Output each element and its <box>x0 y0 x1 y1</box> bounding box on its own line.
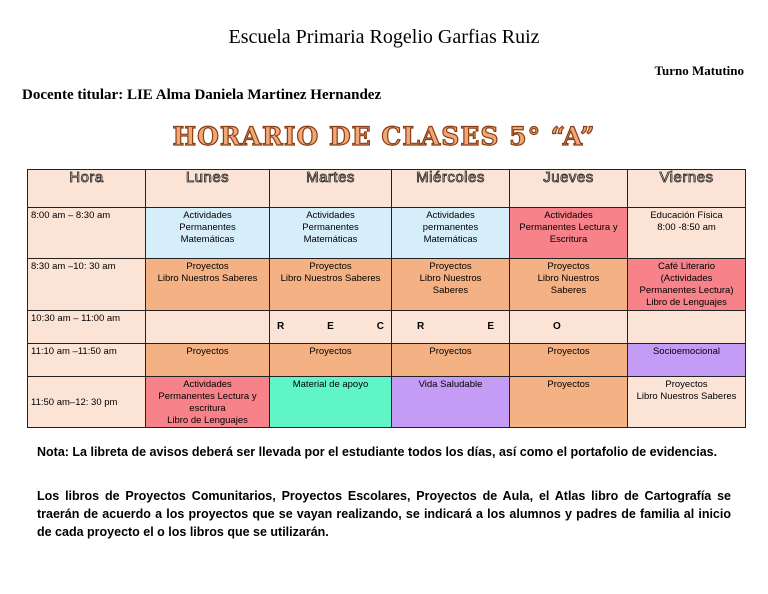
books-paragraph: Los libros de Proyectos Comunitarios, Proyectos Escolares, Proyectos de Aula, el Atlas libro de Cartografía se traerán de acuerdo a los proyectos que se vayan realizando, se indicará a los alumnos y padres de familia al inicio de cada proyecto el o los libros que se utilizarán. <box>37 489 731 539</box>
recess-letter: R <box>277 321 285 332</box>
class-cell: Actividades Permanentes Matemáticas <box>270 208 392 259</box>
recess-letter: E <box>487 321 494 332</box>
table-row <box>28 377 746 428</box>
header-cell-hora: Hora <box>28 170 146 208</box>
class-cell: Actividades Permanentes Lectura y escritura Libro de Lenguajes <box>146 377 270 428</box>
recess-cell <box>392 311 510 344</box>
class-cell: Café Literario (Actividades Permanentes Lectura) Libro de Lenguajes <box>628 259 746 311</box>
class-cell: Proyectos <box>392 344 510 377</box>
header-cell-miercoles: Miércoles <box>392 170 510 208</box>
recess-letter: C <box>376 321 384 332</box>
hour-cell: 8:00 am – 8:30 am <box>28 208 146 259</box>
shift-label: Turno Matutino <box>654 63 744 78</box>
header-cell-jueves: Jueves <box>510 170 628 208</box>
class-cell: Educación Física 8:00 -8:50 am <box>628 208 746 259</box>
class-cell: Proyectos <box>510 344 628 377</box>
class-cell: Proyectos Libro Nuestros Saberes <box>270 259 392 311</box>
header-cell-lunes: Lunes <box>146 170 270 208</box>
school-name: Escuela Primaria Rogelio Garfias Ruiz <box>228 26 540 48</box>
class-cell: Actividades Permanentes Matemáticas <box>146 208 270 259</box>
recess-cell <box>270 311 392 344</box>
class-cell: Proyectos Libro Nuestros Saberes <box>628 377 746 428</box>
recess-cell <box>628 311 746 344</box>
class-cell: Material de apoyo <box>270 377 392 428</box>
header-cell-martes: Martes <box>270 170 392 208</box>
hour-cell: 11:10 am –11:50 am <box>28 344 146 377</box>
table-row <box>28 208 746 259</box>
recess-letter: E <box>327 321 334 332</box>
class-cell: Proyectos <box>510 377 628 428</box>
recess-cell <box>146 311 270 344</box>
class-cell: Actividades permanentes Matemáticas <box>392 208 510 259</box>
class-cell: Actividades Permanentes Lectura y Escritura <box>510 208 628 259</box>
recess-letter: R <box>417 321 425 332</box>
hour-cell: 10:30 am – 11:00 am <box>28 311 146 344</box>
class-cell: Proyectos <box>270 344 392 377</box>
class-cell: Proyectos Libro Nuestros Saberes <box>510 259 628 311</box>
recess-letter: O <box>553 321 561 332</box>
hour-cell: 8:30 am –10: 30 am <box>28 259 146 311</box>
schedule-table <box>27 169 746 428</box>
header-row <box>28 170 746 208</box>
table-row <box>28 259 746 311</box>
hour-cell: 11:50 am–12: 30 pm <box>28 377 146 428</box>
note-paragraph: Nota: La libreta de avisos deberá ser llevada por el estudiante todos los días, así como el portafolio de evidencias. <box>37 445 718 459</box>
class-cell: Vida Saludable <box>392 377 510 428</box>
class-cell: Proyectos <box>146 344 270 377</box>
recess-cell <box>510 311 628 344</box>
schedule-title: HORARIO DE CLASES 5° “A” <box>172 122 596 151</box>
class-cell: Socioemocional <box>628 344 746 377</box>
recess-row <box>28 311 746 344</box>
teacher-name: Docente titular: LIE Alma Daniela Martinez Hernandez <box>22 87 382 103</box>
class-cell: Proyectos Libro Nuestros Saberes <box>146 259 270 311</box>
header-cell-viernes: Viernes <box>628 170 746 208</box>
table-row <box>28 344 746 377</box>
class-cell: Proyectos Libro Nuestros Saberes <box>392 259 510 311</box>
